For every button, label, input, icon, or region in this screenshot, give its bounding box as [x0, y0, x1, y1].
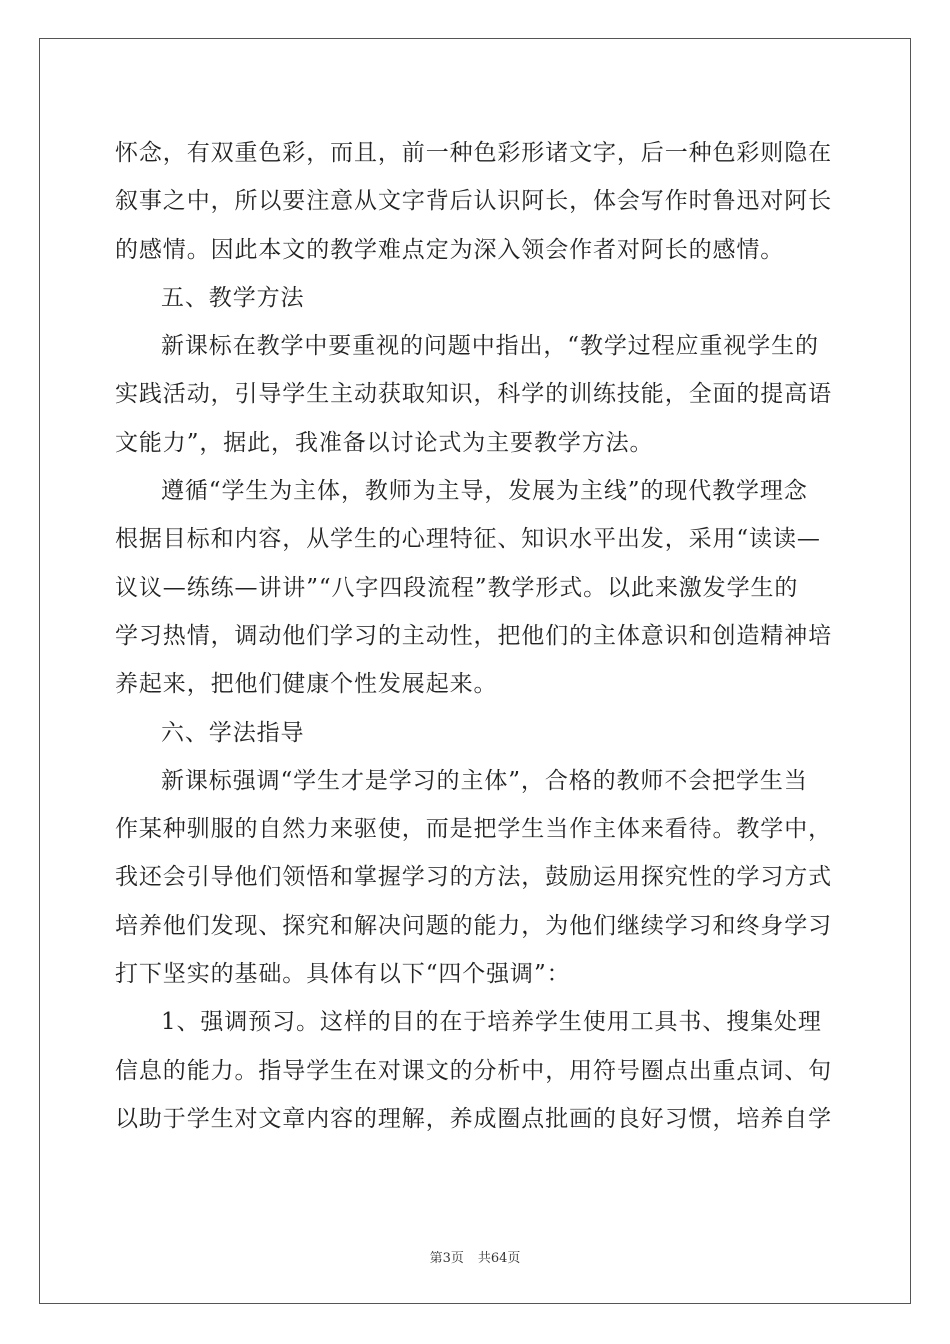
- text-line: 信息的能力。指导学生在对课文的分析中，用符号圈点出重点词、句: [115, 1057, 832, 1084]
- text-line: 文能力”，据此，我准备以讨论式为主要教学方法。: [115, 429, 654, 456]
- text-line: 新课标强调“学生才是学习的主体”，合格的教师不会把学生当: [161, 767, 808, 794]
- text-line: 培养他们发现、探究和解决问题的能力，为他们继续学习和终身学习: [115, 912, 832, 939]
- text-line: 怀念，有双重色彩，而且，前一种色彩形诸文字，后一种色彩则隐在: [115, 140, 832, 166]
- page-number: 第3页: [429, 1251, 464, 1266]
- text-line: 养起来，把他们健康个性发展起来。: [115, 671, 498, 698]
- section-heading: 六、学法指导: [161, 719, 305, 746]
- text-line: 新课标在教学中要重视的问题中指出，“教学过程应重视学生的: [161, 333, 819, 360]
- page-total: 共64页: [477, 1251, 521, 1266]
- text-line: 学习热情，调动他们学习的主动性，把他们的主体意识和创造精神培: [115, 622, 832, 649]
- text-line: 实践活动，引导学生主动获取知识，科学的训练技能，全面的提高语: [115, 381, 832, 408]
- text-line: 我还会引导他们领悟和掌握学习的方法，鼓励运用探究性的学习方式: [115, 864, 832, 891]
- section-heading: 五、教学方法: [161, 284, 305, 311]
- text-line: 1、强调预习。这样的目的在于培养学生使用工具书、搜集处理: [161, 1009, 822, 1036]
- page-footer: [0, 1247, 950, 1266]
- document-body: [115, 129, 835, 1143]
- text-line: 遵循“学生为主体，教师为主导，发展为主线”的现代教学理念: [161, 478, 808, 505]
- text-line: 根据目标和内容，从学生的心理特征、知识水平出发，采用“读读—: [115, 526, 821, 553]
- text-line: 作某种驯服的自然力来驱使，而是把学生当作主体来看待。教学中，: [115, 816, 832, 843]
- text-line: 议议—练练—讲讲”“八字四段流程”教学形式。以此来激发学生的: [115, 574, 799, 601]
- text-line: 打下坚实的基础。具体有以下“四个强调”：: [115, 961, 571, 988]
- text-line: 以助于学生对文章内容的理解，养成圈点批画的良好习惯，培养自学: [115, 1105, 832, 1132]
- text-line: 的感情。因此本文的教学难点定为深入领会作者对阿长的感情。: [115, 236, 785, 263]
- text-line: 叙事之中，所以要注意从文字背后认识阿长，体会写作时鲁迅对阿长: [115, 188, 832, 215]
